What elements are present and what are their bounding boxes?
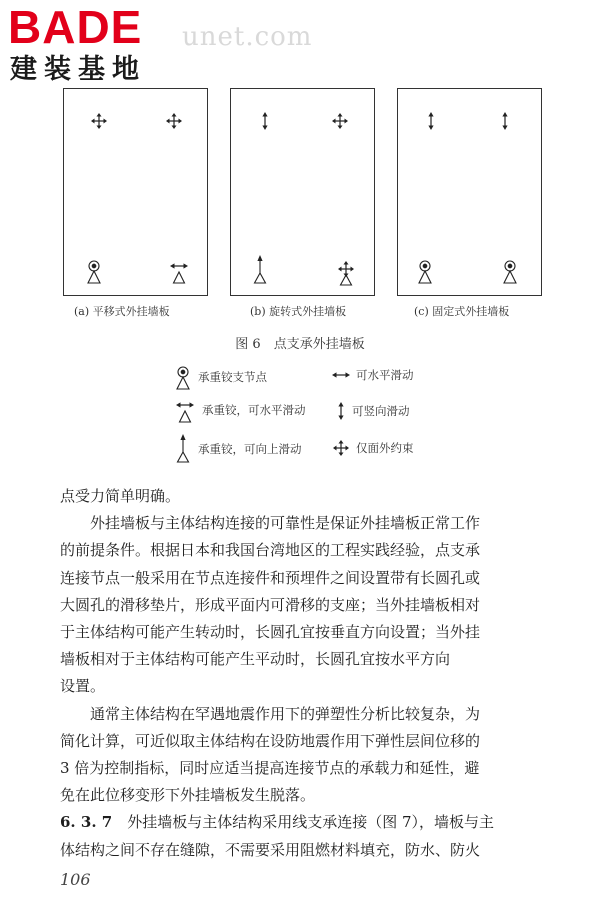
four-way-restraint-icon [91, 113, 107, 129]
text-line: 墙板相对于主体结构可能产生平动时，长圆孔宜按水平方向 [60, 650, 451, 669]
bearing-hinge-horizontal-slide-icon [170, 263, 188, 283]
text-line: 连接节点一般采用在节点连接件和预埋件之间设置带有长圆孔或 [60, 568, 481, 587]
four-way-restraint-icon [332, 113, 348, 129]
bade-logo [8, 2, 183, 92]
watermark: unet.com [182, 22, 313, 52]
bearing-hinge-node-icon [88, 261, 100, 283]
text-line: 免在此位移变形下外挂墙板发生脱落。 [60, 786, 316, 805]
text-line: 外挂墙板与主体结构连接的可靠性是保证外挂墙板正常工作 [60, 514, 481, 533]
text-line: 体结构之间不存在缝隙，不需要采用阻燃材料填充，防水、防火 [60, 840, 481, 859]
text-line: 设置。 [60, 677, 106, 696]
text-line: 点受力简单明确。 [60, 487, 181, 505]
vertical-slide-arrow-icon [262, 112, 267, 130]
panel-c-caption: (c) 固定式外挂墙板 [414, 305, 510, 318]
figure-title: 图 6 点支承外挂墙板 [235, 337, 365, 352]
out-of-plane-restraint-icon [330, 437, 352, 459]
vertical-slide-arrow-icon [502, 112, 507, 130]
bearing-hinge-upward-slide-icon [172, 432, 194, 466]
text-line: 简化计算，可近似取主体结构在设防地震作用下弹性层间位移的 [60, 731, 481, 750]
vertical-slide-arrow-icon [428, 112, 433, 130]
legend-label: 可竖向滑动 [352, 404, 410, 418]
page-number: 106 [60, 870, 91, 889]
text-line: 于主体结构可能产生转动时，长圆孔宜按垂直方向设置；当外挂 [60, 623, 481, 642]
text-line: 的前提条件。根据日本和我国台湾地区的工程实践经验，点支承 [60, 541, 481, 560]
bearing-hinge-horizontal-slide-icon [172, 396, 198, 424]
panel-b-rotating-wall [230, 88, 375, 296]
bearing-hinge-node-icon [504, 261, 516, 283]
legend-label: 可水平滑动 [356, 368, 414, 382]
legend-label: 承重铰支节点 [198, 370, 267, 384]
bearing-hinge-node-icon [172, 362, 194, 392]
panel-c-fixed-wall [397, 88, 542, 296]
text-line: 3 倍为控制指标，同时应适当提高连接节点的承载力和延性，避 [60, 759, 480, 778]
bearing-hinge-four-way-icon [338, 261, 354, 285]
bearing-hinge-upward-slide-icon [255, 255, 266, 283]
horizontal-slide-arrow-icon [330, 367, 352, 383]
legend-label: 仅面外约束 [356, 441, 414, 455]
logo-wordmark: BADE [8, 1, 143, 53]
panel-b-caption: (b) 旋转式外挂墙板 [250, 305, 347, 318]
text-line: 大圆孔的滑移垫片，形成平面内可滑移的支座；当外挂墙板相对 [60, 595, 481, 614]
bearing-hinge-node-icon [419, 261, 431, 283]
legend-item [172, 432, 302, 466]
legend-label: 承重铰，可向上滑动 [198, 442, 302, 456]
legend-item [172, 396, 306, 424]
section-number: 6. 3. 7 [60, 813, 113, 832]
legend-item [172, 362, 267, 392]
vertical-slide-arrow-icon [334, 400, 348, 422]
legend-item [330, 437, 414, 459]
section-line [60, 809, 550, 836]
body-text [60, 483, 550, 864]
panel-a-translating-wall [63, 88, 208, 296]
legend-item [330, 367, 414, 383]
four-way-restraint-icon [166, 113, 182, 129]
panel-a-caption: (a) 平移式外挂墙板 [74, 305, 170, 318]
text-line: 通常主体结构在罕遇地震作用下的弹塑性分析比较复杂，为 [60, 704, 481, 723]
section-text: 外挂墙板与主体结构采用线支承连接（图 7），墙板与主 [112, 813, 495, 832]
legend-item [334, 400, 410, 422]
logo-subtitle: 建装基地 [10, 54, 146, 85]
legend-label: 承重铰，可水平滑动 [202, 403, 306, 417]
